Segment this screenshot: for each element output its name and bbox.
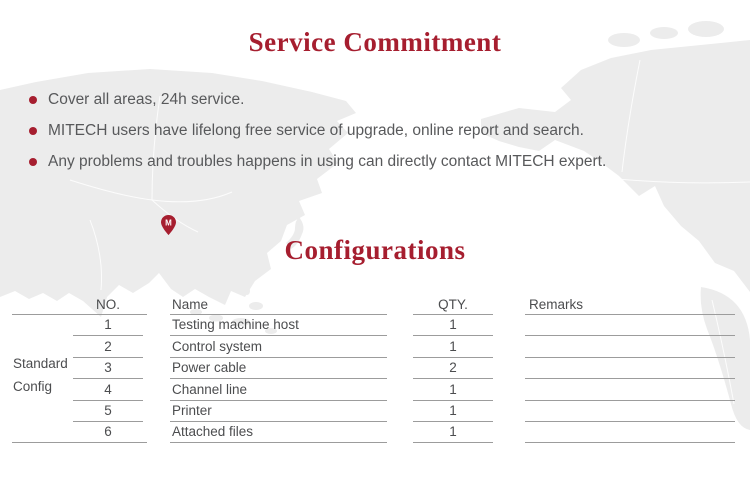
table-group-label: Standard Config: [13, 356, 68, 394]
map-location-pin-icon: [161, 215, 176, 235]
cell-qty: 1: [413, 401, 493, 422]
cell-name: Testing machine host: [170, 315, 387, 336]
bullet-icon: [29, 96, 37, 104]
bullet-icon: [29, 127, 37, 135]
configurations-title: Configurations: [284, 235, 466, 265]
column-header-no: NO.: [95, 297, 120, 312]
service-item-text: Any problems and troubles happens in using can directly contact MITECH expert.: [48, 152, 607, 170]
cell-no: 1: [73, 315, 143, 336]
cell-remarks: [525, 422, 735, 443]
list-item: [29, 115, 606, 146]
cell-remarks: [525, 336, 735, 357]
cell-qty: 1: [413, 379, 493, 400]
cell-name: Printer: [170, 401, 387, 422]
list-item: [29, 146, 606, 177]
column-header-remarks: Remarks: [529, 297, 584, 312]
cell-qty: 1: [413, 336, 493, 357]
cell-no: 5: [73, 401, 143, 422]
list-item: [29, 84, 606, 115]
column-header-qty: QTY.: [438, 297, 468, 312]
service-item-text: MITECH users have lifelong free service of upgrade, online report and search.: [48, 121, 584, 139]
table-row: [0, 358, 750, 379]
cell-remarks: [525, 379, 735, 400]
cell-remarks: [525, 315, 735, 336]
cell-name: Control system: [170, 336, 387, 357]
service-commitment-list: [29, 84, 606, 177]
pin-letter: M: [165, 218, 172, 228]
cell-remarks: [525, 358, 735, 379]
table-row: [0, 401, 750, 422]
cell-name: Power cable: [170, 358, 387, 379]
table-row: [0, 379, 750, 400]
cell-no: 2: [73, 336, 143, 357]
cell-qty: 1: [413, 315, 493, 336]
service-commitment-title: Service Commitment: [248, 27, 502, 57]
table-row: [0, 422, 750, 443]
table-header-row: [0, 297, 750, 315]
bullet-icon: [29, 158, 37, 166]
cell-no: 6: [73, 422, 143, 443]
column-header-name: Name: [172, 297, 209, 312]
table-row: [0, 336, 750, 357]
cell-qty: 2: [413, 358, 493, 379]
cell-name: Attached files: [170, 422, 387, 443]
cell-no: 4: [73, 379, 143, 400]
cell-qty: 1: [413, 422, 493, 443]
table-row: [0, 315, 750, 336]
cell-name: Channel line: [170, 379, 387, 400]
cell-remarks: [525, 401, 735, 422]
configurations-table: [0, 297, 750, 443]
cell-no: 3: [73, 358, 143, 379]
service-item-text: Cover all areas, 24h service.: [48, 90, 245, 108]
